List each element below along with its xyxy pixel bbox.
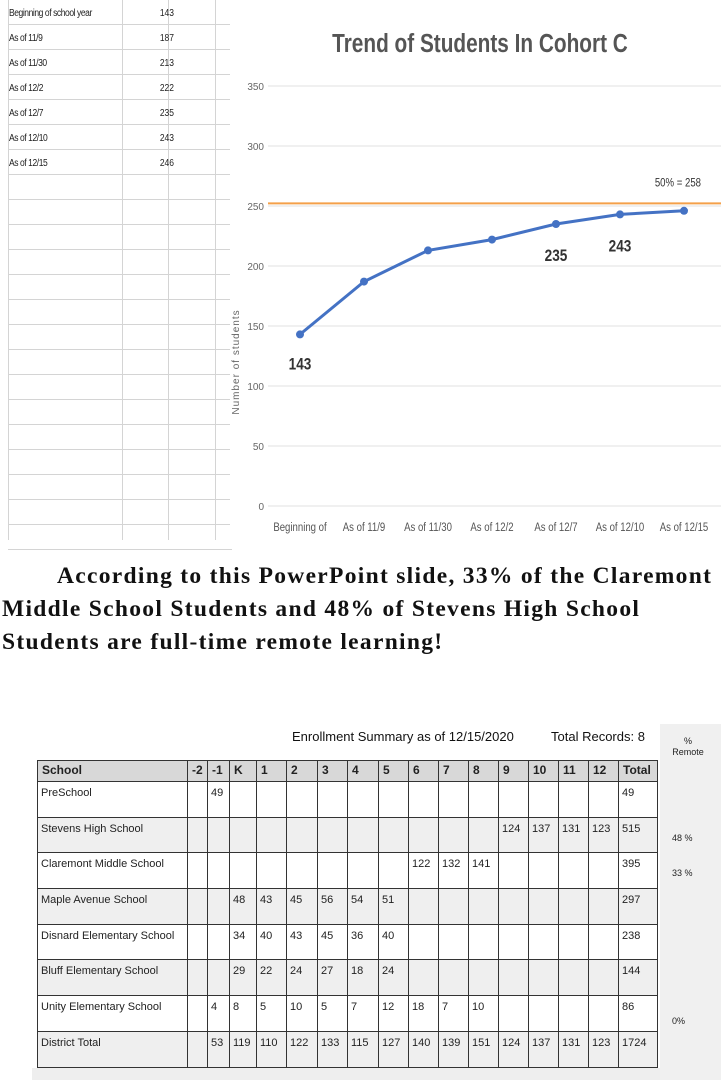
school-name: Claremont Middle School [38, 853, 188, 889]
cell [208, 853, 230, 889]
cell [439, 960, 469, 996]
chart-svg [230, 10, 721, 540]
cell: 5 [257, 996, 287, 1032]
cell: 515 [619, 817, 658, 853]
cell: 24 [287, 960, 318, 996]
cell: 22 [257, 960, 287, 996]
cell [257, 782, 287, 818]
sheet-value: 246 [159, 158, 174, 169]
sheet-row-empty [8, 500, 232, 525]
column-header: 10 [529, 761, 559, 782]
x-tick-label: As of 12/7 [534, 521, 578, 535]
cell: 5 [318, 996, 348, 1032]
column-header: 4 [348, 761, 379, 782]
cell: 1724 [619, 1031, 658, 1067]
sheet-value: 222 [159, 83, 174, 94]
column-header: 1 [257, 761, 287, 782]
school-name: District Total [38, 1031, 188, 1067]
chart-title: Trend of Students In Cohort C [332, 28, 628, 58]
y-tick-label: 100 [247, 382, 264, 393]
cell [589, 996, 619, 1032]
data-point [296, 330, 304, 338]
cell: 27 [318, 960, 348, 996]
cell [499, 996, 529, 1032]
cell [529, 960, 559, 996]
cell: 49 [619, 782, 658, 818]
cell: 110 [257, 1031, 287, 1067]
cell: 29 [230, 960, 257, 996]
sheet-row-empty [8, 450, 232, 475]
cell: 8 [230, 996, 257, 1032]
cell: 86 [619, 996, 658, 1032]
sheet-row-empty [8, 275, 232, 300]
cell: 127 [379, 1031, 409, 1067]
column-header: School [38, 761, 188, 782]
column-header: 7 [439, 761, 469, 782]
sheet-value: 235 [159, 108, 174, 119]
cell [529, 889, 559, 925]
cell: 7 [348, 996, 379, 1032]
table-header-row [38, 761, 658, 782]
table-row [38, 889, 658, 925]
cell [257, 853, 287, 889]
total-records: Total Records: 8 [551, 729, 645, 744]
cell [499, 782, 529, 818]
cell: 137 [529, 1031, 559, 1067]
cell: 119 [230, 1031, 257, 1067]
sheet-value: 213 [159, 58, 174, 69]
cell: 18 [409, 996, 439, 1032]
cell [188, 996, 208, 1032]
cell: 297 [619, 889, 658, 925]
cell [469, 889, 499, 925]
school-name: PreSchool [38, 782, 188, 818]
y-tick-label: 0 [258, 502, 264, 513]
data-label: 143 [288, 355, 312, 374]
cell: 144 [619, 960, 658, 996]
cell [589, 853, 619, 889]
cell [188, 1031, 208, 1067]
cell: 238 [619, 924, 658, 960]
cell [188, 817, 208, 853]
cell [589, 960, 619, 996]
cell [469, 960, 499, 996]
cell [188, 889, 208, 925]
remote-column [660, 724, 721, 1080]
cell: 51 [379, 889, 409, 925]
cell: 53 [208, 1031, 230, 1067]
cell [409, 889, 439, 925]
cell [379, 817, 409, 853]
table-row [38, 853, 658, 889]
sheet-value: 243 [159, 133, 174, 144]
cell [559, 960, 589, 996]
column-header: 2 [287, 761, 318, 782]
sheet-label: As of 12/7 [9, 108, 44, 119]
data-point [552, 220, 560, 228]
sheet-row-empty [8, 300, 232, 325]
data-point [616, 210, 624, 218]
cell [469, 817, 499, 853]
cell [208, 960, 230, 996]
enrollment-title: Enrollment Summary as of 12/15/2020 [292, 729, 514, 744]
cell: 123 [589, 817, 619, 853]
cell [559, 889, 589, 925]
cell: 132 [439, 853, 469, 889]
sheet-row [8, 150, 232, 175]
y-tick-label: 200 [247, 262, 264, 273]
cell [529, 924, 559, 960]
sheet-label: As of 11/30 [9, 58, 47, 69]
cell: 18 [348, 960, 379, 996]
cell [208, 817, 230, 853]
table-footer-bg [32, 1068, 660, 1080]
sheet-row-empty [8, 175, 232, 200]
table-row [38, 782, 658, 818]
cell [409, 960, 439, 996]
cell: 137 [529, 817, 559, 853]
data-point [424, 246, 432, 254]
cell [188, 782, 208, 818]
sheet-row [8, 100, 232, 125]
cell [469, 924, 499, 960]
reference-label: 50% = 258 [654, 176, 701, 190]
cell [409, 817, 439, 853]
sheet-row [8, 75, 232, 100]
cell [469, 782, 499, 818]
cell [188, 960, 208, 996]
cell [348, 782, 379, 818]
sheet-label: As of 12/10 [9, 133, 48, 144]
column-header: 5 [379, 761, 409, 782]
sheet-row-empty [8, 250, 232, 275]
y-tick-label: 250 [247, 202, 264, 213]
cell: 131 [559, 817, 589, 853]
cell: 141 [469, 853, 499, 889]
cell: 10 [469, 996, 499, 1032]
school-name: Maple Avenue School [38, 889, 188, 925]
cell: 131 [559, 1031, 589, 1067]
cell: 40 [257, 924, 287, 960]
cell: 123 [589, 1031, 619, 1067]
cell [559, 853, 589, 889]
cell [589, 889, 619, 925]
cell [230, 853, 257, 889]
cell: 43 [257, 889, 287, 925]
cell [439, 924, 469, 960]
school-name: Unity Elementary School [38, 996, 188, 1032]
caption-text: According to this PowerPoint slide, 33% of the Claremont Middle School Students and 48% of Stevens High School Students are full-time remote learning! [2, 563, 713, 655]
caption-paragraph [0, 560, 721, 659]
sheet-row [8, 125, 232, 150]
cell [230, 782, 257, 818]
cell [257, 817, 287, 853]
cell [287, 817, 318, 853]
sheet-row-empty [8, 375, 232, 400]
cell [439, 782, 469, 818]
data-point [360, 278, 368, 286]
line-chart [230, 10, 721, 540]
school-name: Disnard Elementary School [38, 924, 188, 960]
sheet-value: 143 [159, 8, 174, 19]
cell [589, 924, 619, 960]
data-label: 243 [608, 237, 632, 256]
cell [318, 853, 348, 889]
cell [348, 817, 379, 853]
cell: 151 [469, 1031, 499, 1067]
sheet-row [8, 0, 232, 25]
cell [499, 960, 529, 996]
data-point [680, 207, 688, 215]
column-header: K [230, 761, 257, 782]
cell [529, 853, 559, 889]
series-line [300, 211, 684, 335]
cell: 124 [499, 1031, 529, 1067]
cell [287, 853, 318, 889]
sheet-row-empty [8, 200, 232, 225]
cell: 7 [439, 996, 469, 1032]
sheet-row-empty [8, 425, 232, 450]
school-name: Bluff Elementary School [38, 960, 188, 996]
cell [439, 817, 469, 853]
cell: 122 [287, 1031, 318, 1067]
sheet-row-empty [8, 400, 232, 425]
y-tick-label: 300 [247, 142, 264, 153]
y-tick-label: 50 [252, 442, 264, 453]
cell [188, 924, 208, 960]
cell [499, 924, 529, 960]
cell: 115 [348, 1031, 379, 1067]
cell [589, 782, 619, 818]
cell: 40 [379, 924, 409, 960]
x-tick-label: As of 12/15 [659, 521, 709, 535]
cell [529, 782, 559, 818]
sheet-row-empty [8, 525, 232, 550]
cell [287, 782, 318, 818]
cell: 24 [379, 960, 409, 996]
spreadsheet [0, 0, 232, 540]
y-tick-label: 350 [247, 82, 264, 93]
cell: 10 [287, 996, 318, 1032]
column-header: -2 [188, 761, 208, 782]
cell [208, 924, 230, 960]
cell [499, 889, 529, 925]
cell [499, 853, 529, 889]
column-header: 9 [499, 761, 529, 782]
cell: 139 [439, 1031, 469, 1067]
remote-stevens: 48 % [672, 833, 693, 843]
cell: 54 [348, 889, 379, 925]
data-point [488, 236, 496, 244]
cell: 45 [287, 889, 318, 925]
cell [529, 996, 559, 1032]
sheet-row-empty [8, 350, 232, 375]
cell [318, 782, 348, 818]
sheet-label: Beginning of school year [9, 8, 92, 19]
cell [409, 924, 439, 960]
cell: 36 [348, 924, 379, 960]
cell: 12 [379, 996, 409, 1032]
cell [379, 853, 409, 889]
x-tick-label: Beginning of [273, 521, 327, 535]
cell: 34 [230, 924, 257, 960]
sheet-row-empty [8, 475, 232, 500]
cell [208, 889, 230, 925]
y-tick-label: 150 [247, 322, 264, 333]
x-tick-label: As of 12/10 [595, 521, 645, 535]
cell: 4 [208, 996, 230, 1032]
cell: 48 [230, 889, 257, 925]
column-header: Total [619, 761, 658, 782]
table-row [38, 1031, 658, 1067]
enrollment-table [37, 760, 658, 1068]
remote-header: % Remote [672, 736, 704, 757]
cell: 140 [409, 1031, 439, 1067]
table-row [38, 996, 658, 1032]
remote-unity: 0% [672, 1016, 686, 1026]
cell [559, 924, 589, 960]
x-tick-label: As of 11/9 [342, 521, 386, 535]
sheet-row [8, 25, 232, 50]
cell [188, 853, 208, 889]
column-header: 3 [318, 761, 348, 782]
column-header: 11 [559, 761, 589, 782]
table-row [38, 960, 658, 996]
cell [318, 817, 348, 853]
cell [559, 996, 589, 1032]
cell: 49 [208, 782, 230, 818]
cell [230, 817, 257, 853]
data-label: 235 [544, 246, 568, 266]
x-tick-label: As of 11/30 [404, 521, 452, 535]
sheet-row-empty [8, 225, 232, 250]
cell: 124 [499, 817, 529, 853]
sheet-label: As of 12/2 [9, 83, 44, 94]
sheet-row-empty [8, 325, 232, 350]
y-axis-label: Number of students [231, 309, 242, 415]
school-name: Stevens High School [38, 817, 188, 853]
column-header: 12 [589, 761, 619, 782]
column-header: 8 [469, 761, 499, 782]
x-tick-label: As of 12/2 [470, 521, 514, 535]
cell [439, 889, 469, 925]
sheet-value: 187 [159, 33, 174, 44]
cell: 56 [318, 889, 348, 925]
column-header: -1 [208, 761, 230, 782]
cell [348, 853, 379, 889]
table-row [38, 924, 658, 960]
sheet-label: As of 12/15 [9, 158, 48, 169]
cell: 122 [409, 853, 439, 889]
sheet-label: As of 11/9 [9, 33, 43, 44]
cell: 395 [619, 853, 658, 889]
cell [559, 782, 589, 818]
column-header: 6 [409, 761, 439, 782]
cell: 133 [318, 1031, 348, 1067]
remote-claremont: 33 % [672, 868, 693, 878]
cell: 45 [318, 924, 348, 960]
sheet-row [8, 50, 232, 75]
cell [409, 782, 439, 818]
cell [379, 782, 409, 818]
table-row [38, 817, 658, 853]
cell: 43 [287, 924, 318, 960]
